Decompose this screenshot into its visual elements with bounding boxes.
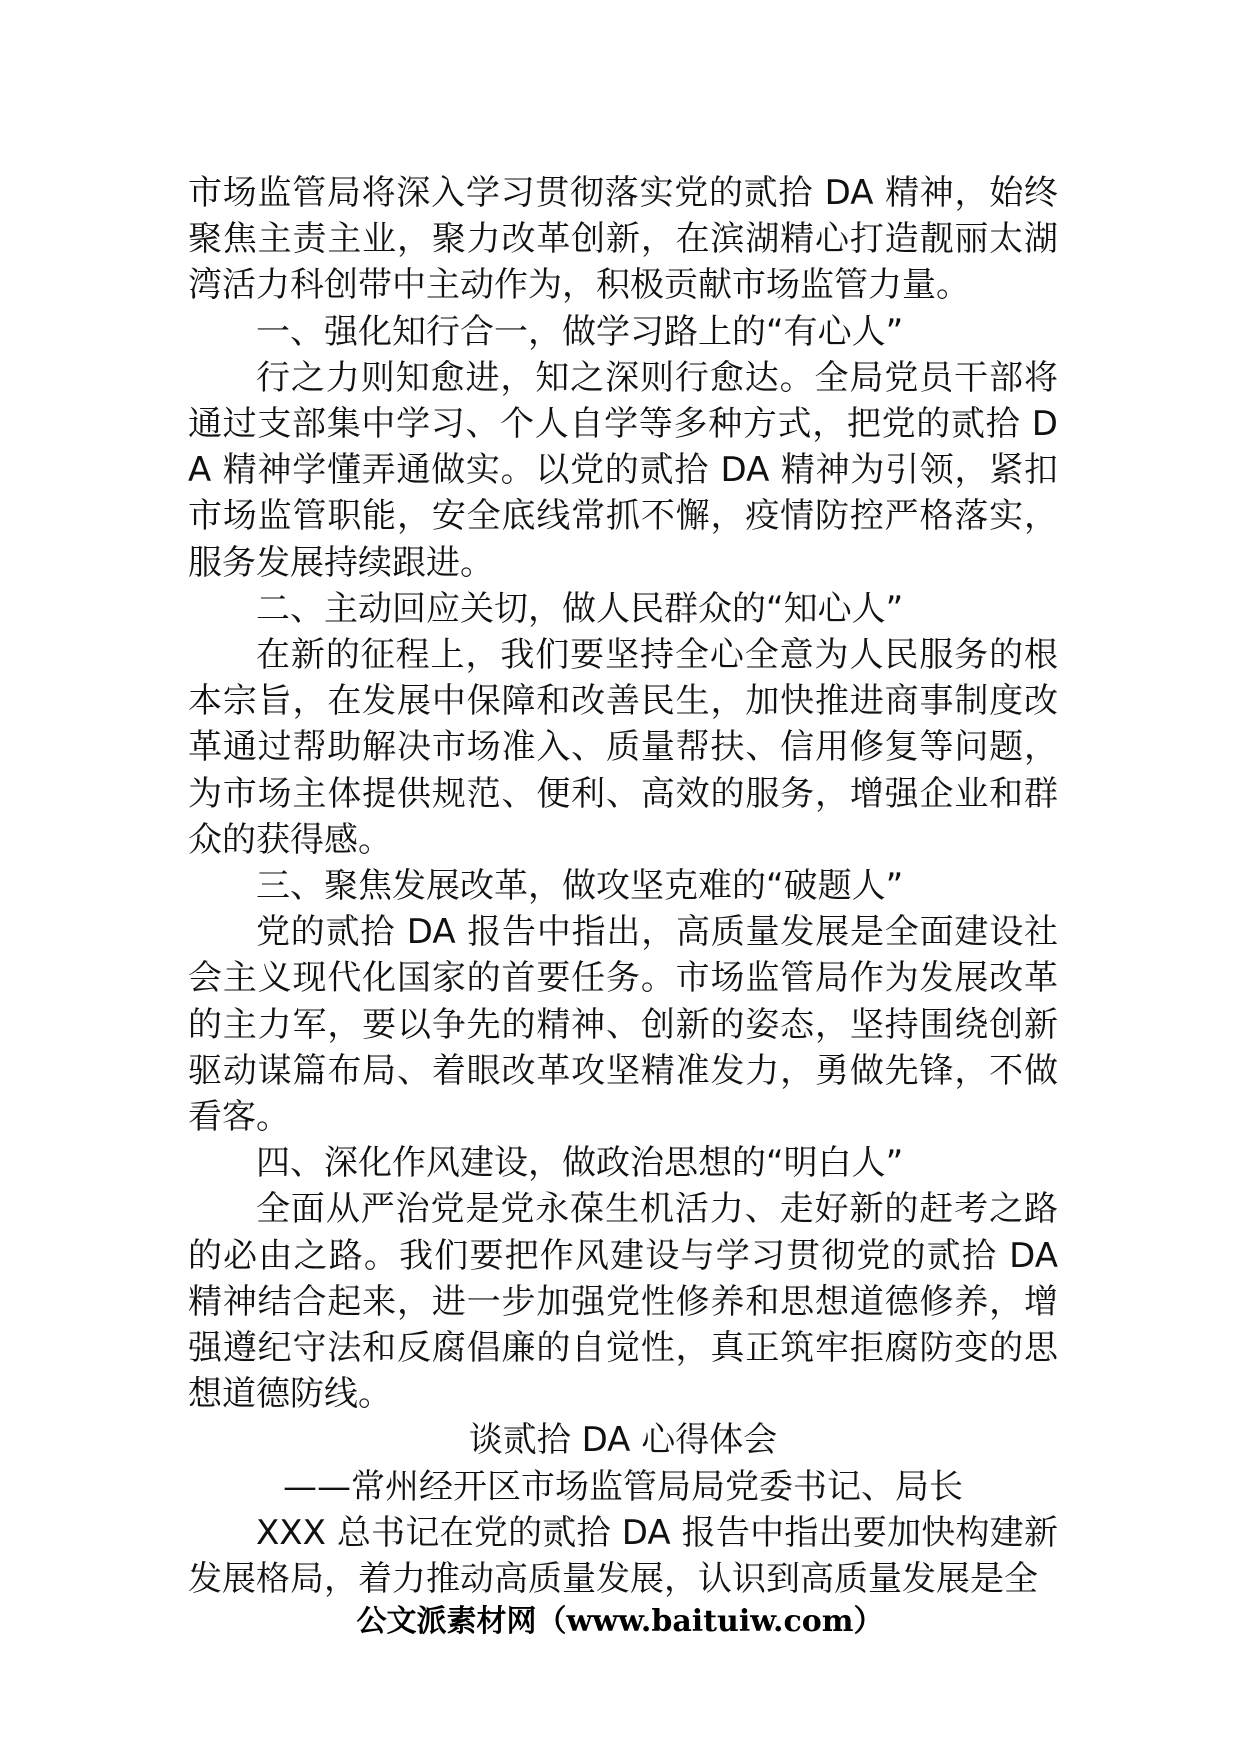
document-body [188,170,1058,1602]
article-subtitle: ——常州经开区市场监管局局党委书记、局长 [283,1466,963,1507]
section-heading-4: 四、深化作风建设，做政治思想的“明白人” [256,1143,904,1184]
body-paragraph: 市场监管局将深入学习贯彻落实党的贰拾 DA 精神，始终聚焦主责主业，聚力改革创新，在滨湖精心打造靓丽太湖湾活力科创带中主动作为，积极贡献市场监管力量。 [188,173,1058,306]
footer-watermark: 公文派素材网（www.baituiw.com） [356,1604,884,1639]
section-heading-3: 三、聚焦发展改革，做攻坚克难的“破题人” [256,866,904,907]
section-heading-1: 一、强化知行合一，做学习路上的“有心人” [256,311,904,352]
body-paragraph: 行之力则知愈进，知之深则行愈达。全局党员干部将通过支部集中学习、个人自学等多种方式，把党的贰拾 DA 精神学懂弄通做实。以党的贰拾 DA 精神为引领，紧扣市场监管职能，安全底线常抓不懈，疫情防控严格落实，服务发展持续跟进。 [188,357,1058,583]
section-heading-2: 二、主动回应关切，做人民群众的“知心人” [256,588,904,629]
body-paragraph: XXX 总书记在党的贰拾 DA 报告中指出要加快构建新发展格局，着力推动高质量发展，认识到高质量发展是全 [188,1512,1058,1600]
body-paragraph: 党的贰拾 DA 报告中指出，高质量发展是全面建设社会主义现代化国家的首要任务。市场监管局作为发展改革的主力军，要以争先的精神、创新的姿态，坚持围绕创新驱动谋篇布局、着眼改革攻坚精准发力，勇做先锋，不做看客。 [188,912,1058,1138]
body-paragraph: 全面从严治党是党永葆生机活力、走好新的赶考之路的必由之路。我们要把作风建设与学习贯彻党的贰拾 DA 精神结合起来，进一步加强党性修养和思想道德修养，增强遵纪守法和反腐倡廉的自觉性，真正筑牢拒腐防变的思想道德防线。 [188,1189,1058,1415]
article-title: 谈贰拾 DA 心得体会 [468,1420,778,1461]
body-paragraph: 在新的征程上，我们要坚持全心全意为人民服务的根本宗旨，在发展中保障和改善民生，加快推进商事制度改革通过帮助解决市场准入、质量帮扶、信用修复等问题，为市场主体提供规范、便利、高效的服务，增强企业和群众的获得感。 [188,635,1058,860]
